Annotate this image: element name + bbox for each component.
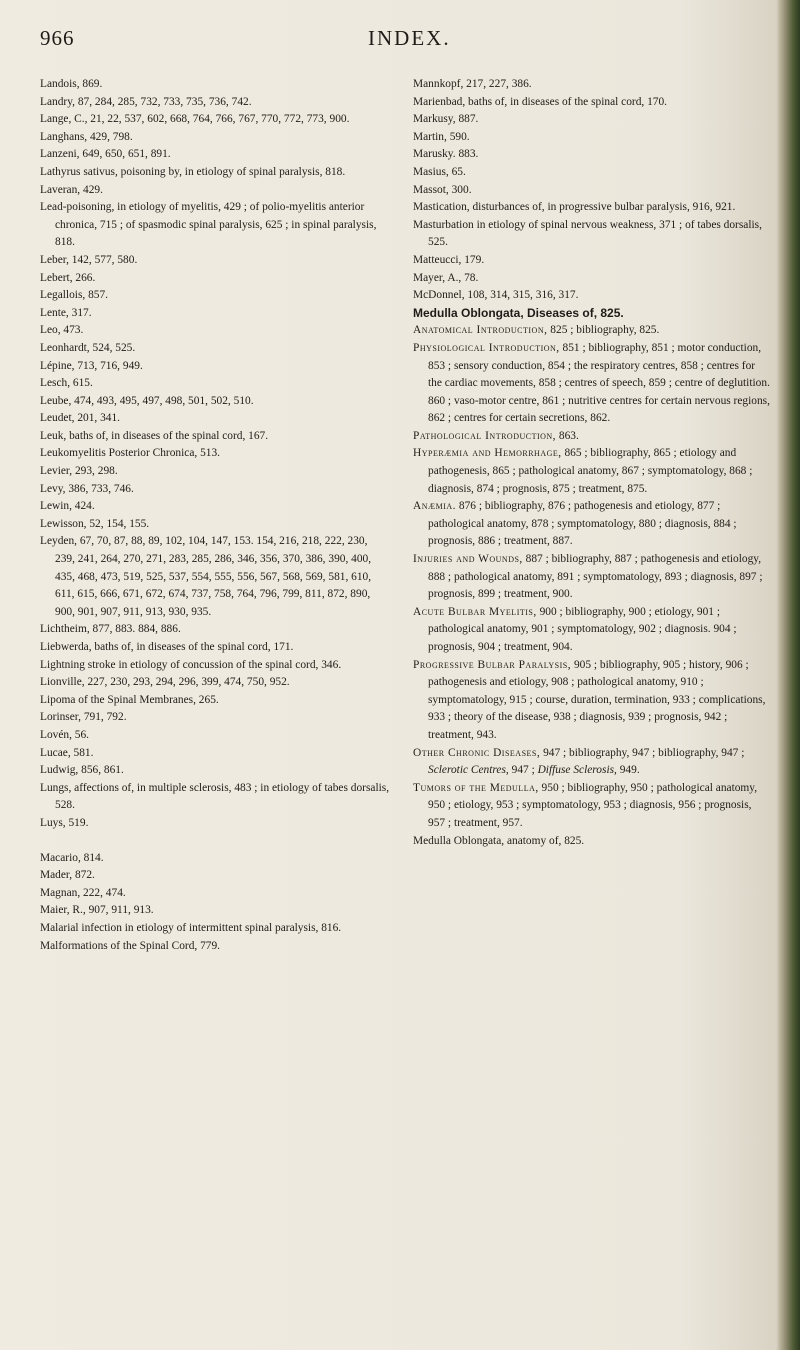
index-entry: Leudet, 201, 341. bbox=[40, 412, 121, 425]
index-entries-m bbox=[40, 850, 390, 956]
index-entry: Lange, C., 21, 22, 537, 602, 668, 764, 766, 767, 770, 772, 773, 900. bbox=[40, 113, 350, 126]
subentry-text: 949. bbox=[616, 764, 640, 777]
index-entry: Levy, 386, 733, 746. bbox=[40, 482, 134, 495]
index-entry: Leo, 473. bbox=[40, 324, 84, 337]
index-entry: Macario, 814. bbox=[40, 851, 104, 864]
index-entry: Malarial infection in etiology of intermittent spinal paralysis, 816. bbox=[40, 921, 342, 934]
index-entry: Masius, 65. bbox=[413, 165, 466, 178]
index-entry: Landois, 869. bbox=[40, 78, 103, 90]
index-entry: Leukomyelitis Posterior Chronica, 513. bbox=[40, 447, 221, 460]
subentry-label: Injuries and Wounds, bbox=[413, 553, 523, 566]
index-column-right bbox=[413, 76, 770, 850]
index-entry: Leube, 474, 493, 495, 497, 498, 501, 502, 510. bbox=[40, 394, 254, 407]
subentry-label: Progressive Bulbar Paralysis, bbox=[413, 658, 572, 671]
index-entry: Malformations of the Spinal Cord, 779. bbox=[40, 939, 221, 952]
index-entry: Lead-poisoning, in etiology of myelitis, 429 ; of polio-myelitis anterior chronica, 715 ; of spasmodic spinal paralysis, 625 ; in spinal paralysis, 818. bbox=[40, 201, 377, 249]
medulla-subentry bbox=[413, 428, 770, 446]
index-entry: Levier, 293, 298. bbox=[40, 465, 118, 478]
index-entry: Magnan, 222, 474. bbox=[40, 886, 126, 899]
subentry-text: 865 ; bibliography, 865 ; etiology and pathogenesis, 865 ; pathological anatomy, 867 ; symptomatology, 868 ; diagnosis, 874 ; prognosis, 875 ; treatment, 875. bbox=[428, 447, 753, 495]
index-entry: Lewisson, 52, 154, 155. bbox=[40, 517, 150, 530]
index-entry: Lépine, 713, 716, 949. bbox=[40, 359, 143, 372]
index-entry: Marienbad, baths of, in diseases of the spinal cord, 170. bbox=[413, 95, 668, 108]
medulla-subentry bbox=[413, 657, 770, 745]
index-entry: Leber, 142, 577, 580. bbox=[40, 253, 138, 266]
index-entry: Legallois, 857. bbox=[40, 289, 109, 302]
index-entry: Lente, 317. bbox=[40, 306, 92, 319]
index-entries-m-end bbox=[413, 833, 770, 851]
index-entry: Leuk, baths of, in diseases of the spinal cord, 167. bbox=[40, 429, 269, 442]
subentry-label: Hyperæmia and Hemorrhage, bbox=[413, 447, 562, 460]
subentry-text: 900 ; bibliography, 900 ; etiology, 901 ; pathological anatomy, 901 ; symptomatology, 902 ; diagnosis. 904 ; prognosis, 904 ; treatment, 904. bbox=[428, 605, 737, 653]
index-entry: Mastication, disturbances of, in progressive bulbar paralysis, 916, 921. bbox=[413, 201, 736, 214]
index-entry: Ludwig, 856, 861. bbox=[40, 764, 124, 777]
index-entry: Lightning stroke in etiology of concussion of the spinal cord, 346. bbox=[40, 658, 342, 671]
index-entry: Lesch, 615. bbox=[40, 377, 93, 390]
index-column-left bbox=[40, 76, 390, 955]
medulla-subentry bbox=[413, 745, 770, 780]
subentry-italic: Diffuse Sclerosis, bbox=[537, 764, 617, 777]
medulla-subentry bbox=[413, 340, 770, 428]
index-entry: Matteucci, 179. bbox=[413, 253, 485, 266]
index-entry: Lionville, 227, 230, 293, 294, 296, 399, 474, 750, 952. bbox=[40, 676, 290, 689]
subentry-label: Tumors of the Medulla, bbox=[413, 781, 539, 794]
subentry-text: 851 ; bibliography, 851 ; motor conduction, 853 ; sensory conduction, 854 ; the respiratory centres, 858 ; centres for the cardiac movements, 858 ; centres of speech, 859 ; centre of deglutition. 860 ; vaso-motor centre, 861 ; nutritive centres for certain nervous regions, 862 ; centres for certain secretions, 862. bbox=[428, 341, 770, 425]
subentry-label: Pathological Introduction, bbox=[413, 429, 557, 442]
index-entry: Lebert, 266. bbox=[40, 271, 96, 284]
index-entry: Maier, R., 907, 911, 913. bbox=[40, 904, 154, 917]
page-number: 966 bbox=[40, 26, 75, 50]
index-entry: Leyden, 67, 70, 87, 88, 89, 102, 104, 147, 153. 154, 216, 218, 222, 230, 239, 241, 264, 270, 271, 283, 285, 286, 346, 356, 370, 386, 390, 400, 435, 468, 473, 519, 525, 537, 554, 555, 556, 567, 568, 569, 581, 610, 611, 615, 666, 671, 672, 674, 737, 758, 764, 796, 799, 811, 872, 890, 900, 901, 907, 911, 913, 930, 935. bbox=[40, 535, 372, 618]
index-entry: Markusy, 887. bbox=[413, 113, 479, 126]
index-entry: Lorinser, 791, 792. bbox=[40, 711, 127, 724]
medulla-subentry bbox=[413, 445, 770, 498]
subentry-text: 947 ; bbox=[508, 764, 538, 777]
running-head: INDEX. bbox=[368, 26, 451, 50]
page-header bbox=[0, 26, 780, 56]
index-entry: Lucae, 581. bbox=[40, 746, 94, 759]
index-entries-l bbox=[40, 76, 390, 833]
medulla-subentry bbox=[413, 780, 770, 833]
index-entry: Leonhardt, 524, 525. bbox=[40, 341, 136, 354]
subentry-text: 950 ; bibliography, 950 ; pathological anatomy, 950 ; etiology, 953 ; symptomatology, 953 ; diagnosis, 956 ; prognosis, 957 ; treatment, 957. bbox=[428, 781, 758, 829]
medulla-subentry bbox=[413, 551, 770, 604]
subentry-label: Anæmia. bbox=[413, 500, 457, 513]
index-entry: Lichtheim, 877, 883. 884, 886. bbox=[40, 623, 181, 636]
subentry-text: 876 ; bibliography, 876 ; pathogenesis and etiology, 877 ; pathological anatomy, 878 ; symptomatology, 880 ; diagnosis, 884 ; prognosis, 886 ; treatment, 887. bbox=[428, 500, 737, 548]
index-entry: Langhans, 429, 798. bbox=[40, 130, 133, 143]
subentry-text: 863. bbox=[556, 429, 579, 442]
index-entry: Lipoma of the Spinal Membranes, 265. bbox=[40, 693, 219, 706]
medulla-heading: Medulla Oblongata, Diseases of, 825. bbox=[413, 305, 624, 320]
subentry-label: Anatomical Introduction, bbox=[413, 324, 548, 337]
index-entry: Liebwerda, baths of, in diseases of the spinal cord, 171. bbox=[40, 641, 294, 653]
index-entry: Lungs, affections of, in multiple sclerosis, 483 ; in etiology of tabes dorsalis, 528. bbox=[40, 781, 390, 812]
page-edge-shadow bbox=[778, 0, 800, 1350]
index-entry: Lathyrus sativus, poisoning by, in etiology of spinal paralysis, 818. bbox=[40, 165, 346, 178]
index-entry: Lewin, 424. bbox=[40, 500, 95, 513]
index-entry: Mader, 872. bbox=[40, 869, 95, 882]
index-entry: Mannkopf, 217, 227, 386. bbox=[413, 78, 532, 90]
index-entry: Marusky. 883. bbox=[413, 148, 479, 161]
index-entry: Laveran, 429. bbox=[40, 183, 103, 196]
medulla-subentry bbox=[413, 604, 770, 657]
index-entry: Luys, 519. bbox=[40, 816, 89, 829]
subentry-label: Physiological Introduction, bbox=[413, 341, 560, 354]
index-entries-m-cont bbox=[413, 76, 770, 305]
medulla-subentry bbox=[413, 322, 770, 340]
index-entry: Medulla Oblongata, anatomy of, 825. bbox=[413, 834, 585, 847]
subentry-text: 905 ; bibliography, 905 ; history, 906 ; pathogenesis and etiology, 908 ; pathological anatomy, 910 ; symptomatology, 915 ; course, duration, termination, 933 ; complications, 933 ; theory of the disease, 938 ; diagnosis, 939 ; prognosis, 942 ; treatment, 943. bbox=[428, 658, 766, 741]
index-entry: Landry, 87, 284, 285, 732, 733, 735, 736, 742. bbox=[40, 95, 252, 108]
index-entry: Martin, 590. bbox=[413, 130, 470, 143]
subentry-label: Acute Bulbar Myelitis, bbox=[413, 605, 537, 618]
subentry-text: 947 ; bibliography, 947 ; bibliography, 947 ; bbox=[540, 746, 745, 759]
subentry-text: 825 ; bibliography, 825. bbox=[547, 324, 660, 337]
index-entry: Lanzeni, 649, 650, 651, 891. bbox=[40, 148, 171, 161]
index-entry: McDonnel, 108, 314, 315, 316, 317. bbox=[413, 289, 579, 302]
subentry-italic: Sclerotic Centres, bbox=[428, 764, 509, 777]
index-entry: Mayer, A., 78. bbox=[413, 271, 479, 284]
index-entry: Lovén, 56. bbox=[40, 728, 90, 741]
index-entry: Massot, 300. bbox=[413, 183, 472, 196]
subentry-text: 887 ; bibliography, 887 ; pathogenesis and etiology, 888 ; pathological anatomy, 891 ; symptomatology, 893 ; diagnosis, 897 ; prognosis, 899 ; treatment, 900. bbox=[428, 553, 763, 601]
medulla-subentry bbox=[413, 498, 770, 551]
medulla-subentries bbox=[413, 322, 770, 832]
medulla-entry bbox=[413, 305, 770, 833]
index-entry: Masturbation in etiology of spinal nervous weakness, 371 ; of tabes dorsalis, 525. bbox=[413, 218, 762, 249]
subentry-label: Other Chronic Diseases, bbox=[413, 746, 541, 759]
